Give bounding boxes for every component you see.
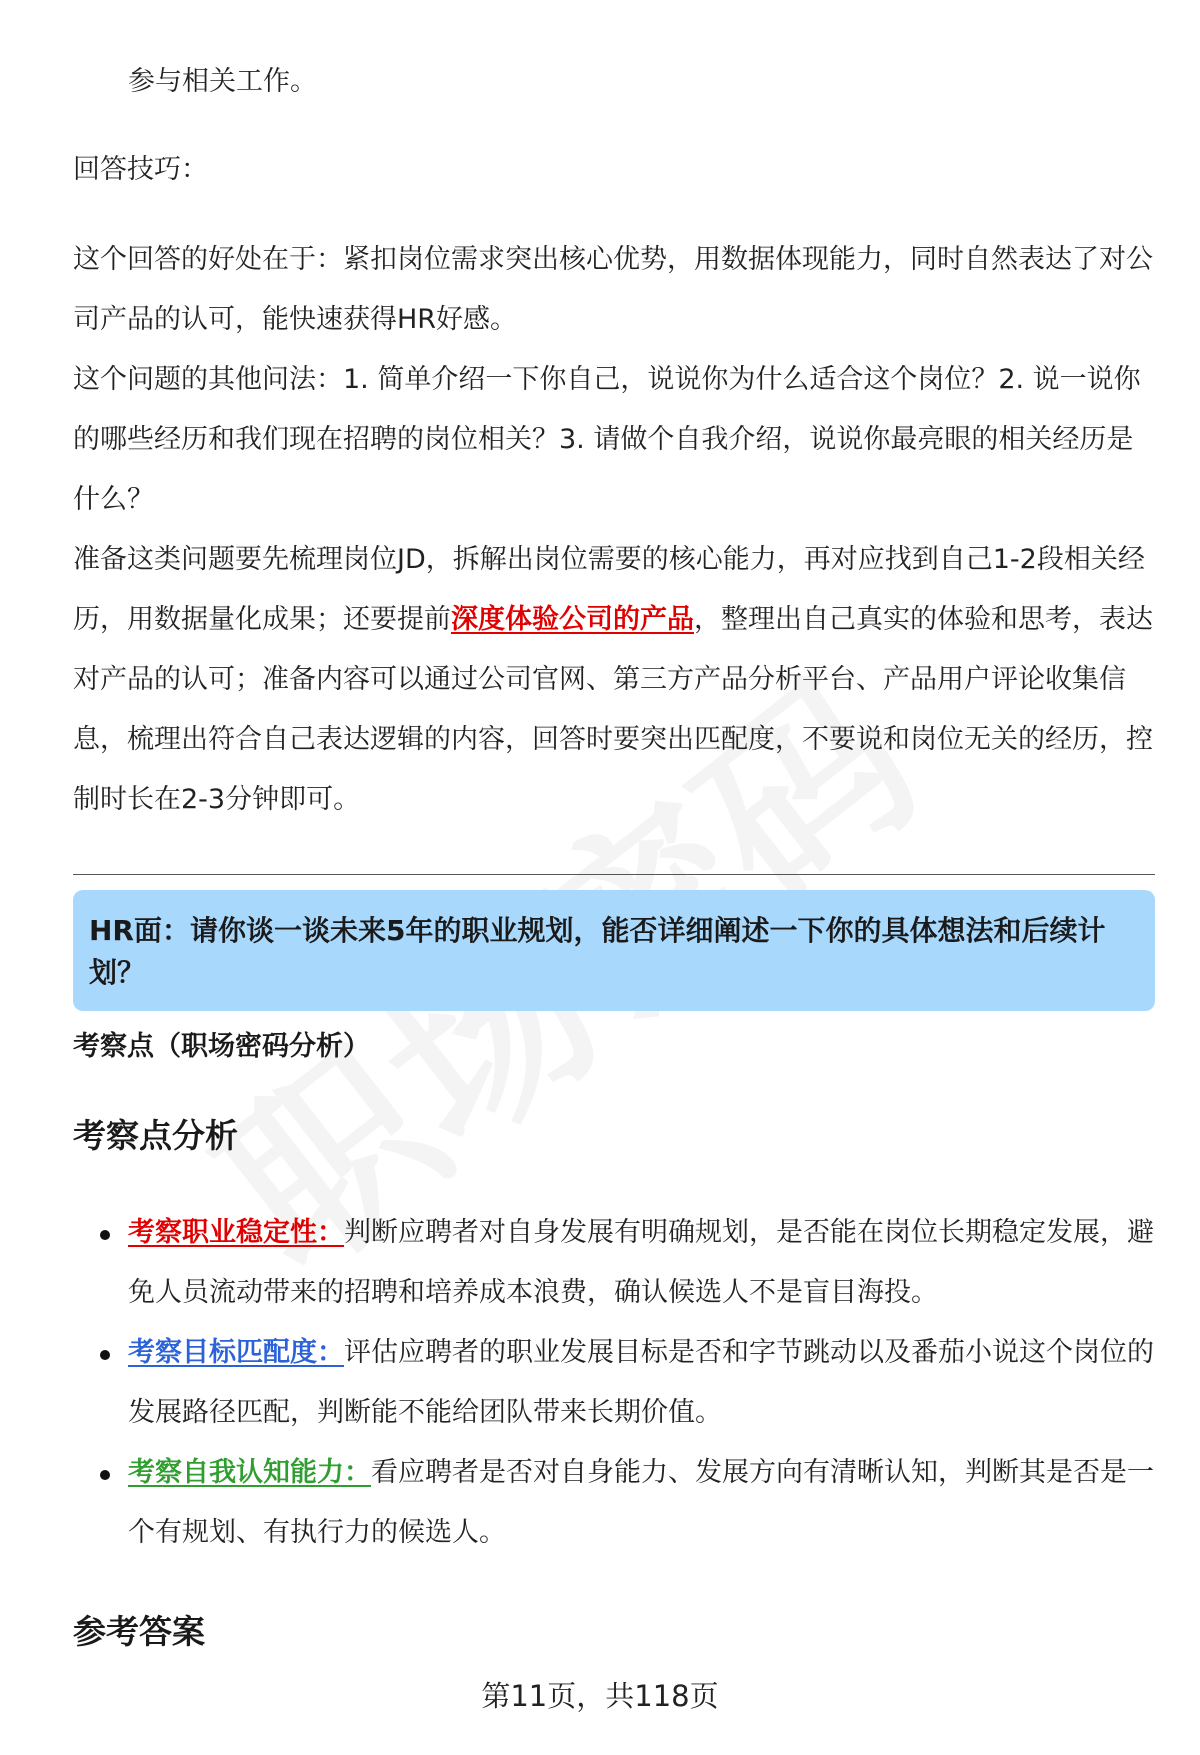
- bullet-item-goal-match: [73, 1323, 1155, 1443]
- prepare-text-after: ，整理出自己真实的体验和思考，表达对产品的认可；准备内容可以通过公司官网、第三方产品分析平台、产品用户评论收集信息，梳理出符合自己表达逻辑的内容，回答时要突出匹配度，不要说和岗位无关的经历，控制时长在2-3分钟即可。: [73, 604, 1153, 815]
- bullet-dot-icon: [100, 1350, 110, 1360]
- section-kaochadian-heading: 考察点（职场密码分析）: [73, 1031, 370, 1062]
- bullet-text-goal-match: 评估应聘者的职业发展目标是否和字节跳动以及番茄小说这个岗位的发展路径匹配，判断能不能给团队带来长期价值。: [128, 1337, 1154, 1428]
- bullet-text-self-awareness: 看应聘者是否对自身能力、发展方向有清晰认知，判断其是否是一个有规划、有执行力的候选人。: [128, 1457, 1154, 1548]
- paragraph-prepare: [73, 530, 1155, 830]
- bullet-text-stability: 判断应聘者对自身发展有明确规划，是否能在岗位长期稳定发展，避免人员流动带来的招聘和培养成本浪费，确认候选人不是盲目海投。: [128, 1217, 1154, 1308]
- reference-answer-heading: 参考答案: [73, 1612, 205, 1651]
- question-text: HR面：请你谈一谈未来5年的职业规划，能否详细阐述一下你的具体想法和后续计划？: [89, 914, 1106, 989]
- paragraph-other-asks: 这个问题的其他问法：1. 简单介绍一下你自己，说说你为什么适合这个岗位？2. 说一说你的哪些经历和我们现在招聘的岗位相关？3. 请做个自我介绍，说说你最亮眼的相关经历是什么？: [73, 364, 1141, 515]
- bullet-item-stability: [73, 1203, 1155, 1323]
- bullet-dot-icon: [100, 1230, 110, 1240]
- question-callout: [73, 890, 1155, 1011]
- prepare-text-before: 准备这类问题要先梳理岗位JD，拆解出岗位需要的核心能力，再对应找到自己1-2段相关经历，用数据量化成果；还要提前: [73, 544, 1145, 635]
- page-footer: 第11页，共118页: [481, 1679, 719, 1713]
- paragraph-benefit: 这个回答的好处在于：紧扣岗位需求突出核心优势，用数据体现能力，同时自然表达了对公司产品的认可，能快速获得HR好感。: [73, 244, 1153, 335]
- bullet-label-goal-match: 考察目标匹配度：: [128, 1337, 344, 1368]
- bullet-label-stability: 考察职业稳定性：: [128, 1217, 344, 1248]
- bullet-dot-icon: [100, 1470, 110, 1480]
- bullet-item-self-awareness: [73, 1443, 1155, 1563]
- section-divider: [73, 874, 1155, 875]
- prepare-highlight: 深度体验公司的产品: [451, 604, 694, 635]
- tips-label: 回答技巧：: [73, 154, 208, 185]
- bullet-label-self-awareness: 考察自我认知能力：: [128, 1457, 371, 1488]
- continuation-text: 参与相关工作。: [128, 66, 317, 97]
- analysis-heading: 考察点分析: [73, 1116, 238, 1155]
- analysis-bullet-list: [73, 1203, 1155, 1563]
